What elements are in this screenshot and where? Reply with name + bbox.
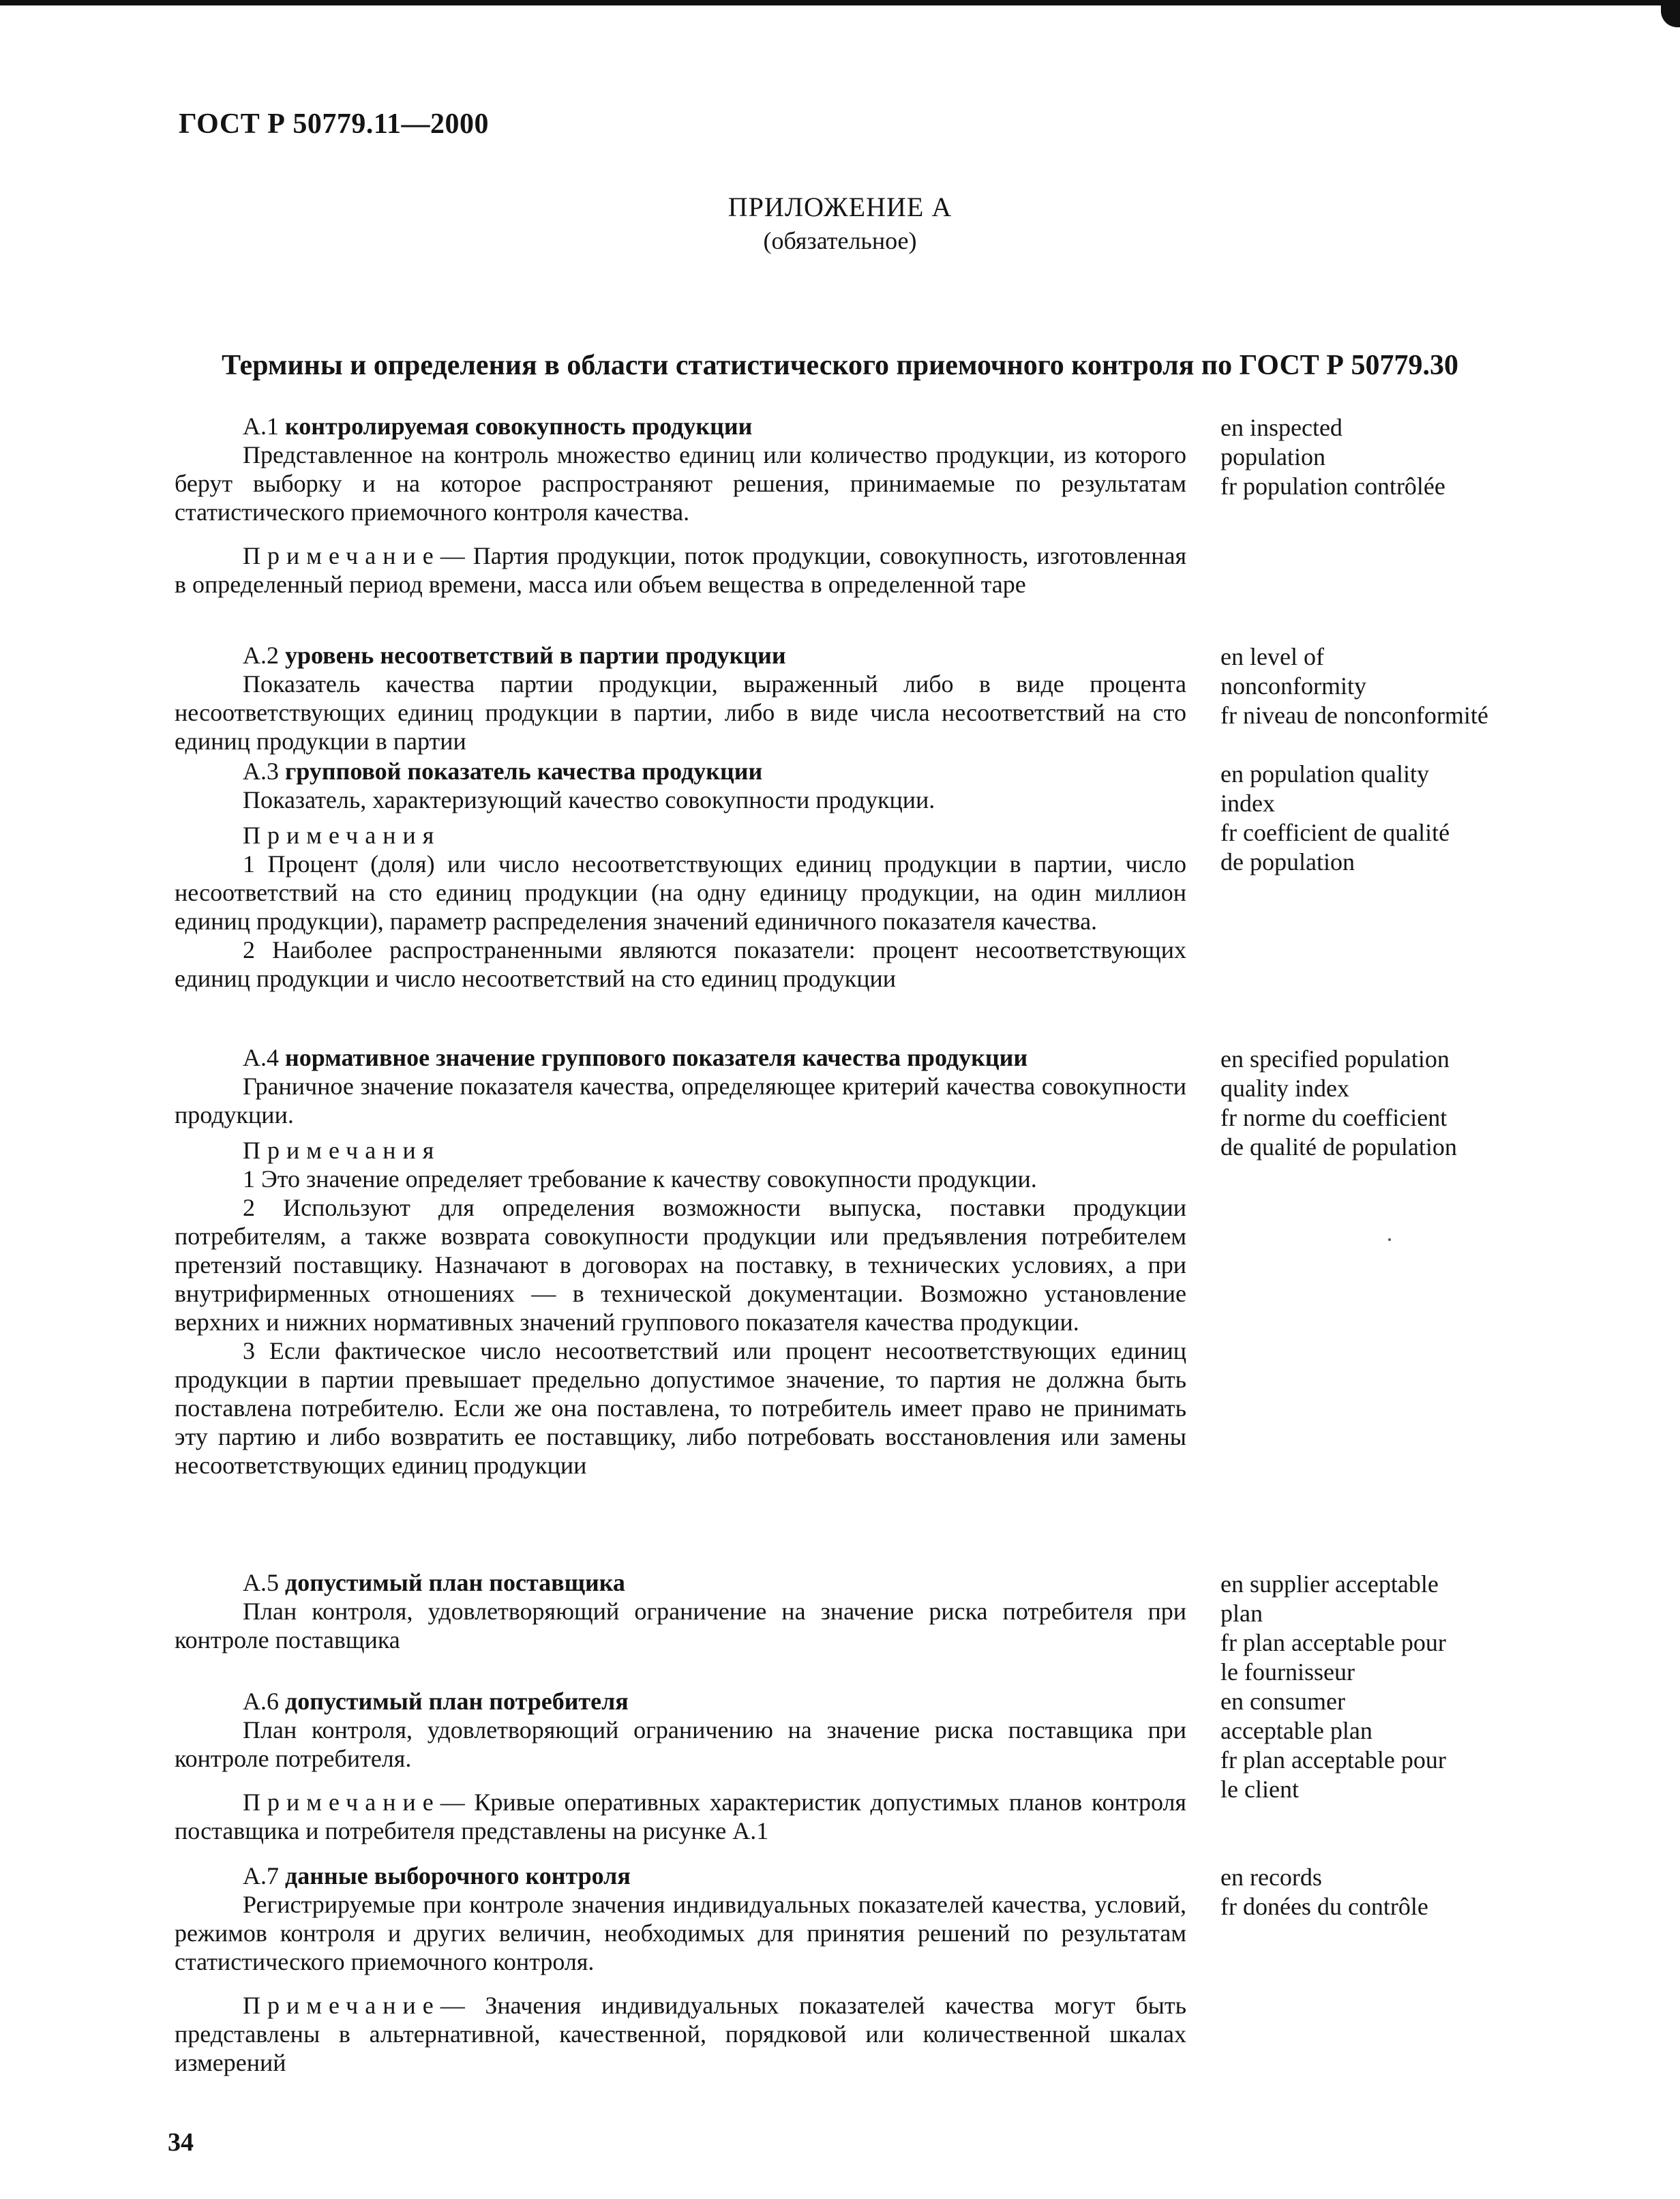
term-title (175, 1568, 1186, 1597)
term-name: уровень несоответствий в партии продукции (285, 642, 786, 669)
translation-line: fr coefficient de qualité (1220, 819, 1450, 846)
translation-line: en level of (1220, 643, 1324, 670)
note-label: Примечание (243, 1789, 440, 1816)
section-title: Термины и определения в области статистического приемочного контроля по ГОСТ Р 50779.30 (222, 350, 1458, 381)
term-a6-translations (1220, 1687, 1602, 1804)
term-definition: Регистрируемые при контроле значения индивидуальных показателей качества, условий, режимов контроля и других величин, необходимых для принятия решений по результатам статистического приемочного контроля. (175, 1891, 1186, 1975)
term-title (175, 412, 1186, 440)
translation-line: de qualité de population (1220, 1133, 1457, 1161)
term-note: 1 Это значение определяет требование к качеству совокупности продукции. (243, 1165, 1037, 1193)
term-note (175, 1991, 1186, 2077)
translation-line: index (1220, 790, 1275, 817)
notes-label: Примечания (243, 1137, 441, 1164)
translation-line: en records (1220, 1864, 1322, 1891)
translation-line: fr population contrôlée (1220, 473, 1445, 500)
term-note: 2 Используют для определения возможности выпуска, поставки продукции потребителям, а также возврата совокупности продукции или предъявления потребителем претензий поставщику. Назначают в договорах на поставку, в технических условиях, а при внутрифирменных отношениях — в технической документации. Возможно установление верхних и нижних нормативных значений группового показателя качества продукции. (175, 1194, 1186, 1336)
page-number: 34 (168, 2128, 194, 2157)
term-number: А.7 (243, 1862, 279, 1889)
term-name: нормативное значение группового показателя качества продукции (285, 1044, 1028, 1071)
appendix-title: ПРИЛОЖЕНИЕ А (728, 192, 952, 222)
term-a5-translations (1220, 1570, 1602, 1687)
term-number: А.5 (243, 1569, 279, 1596)
note-text: — Партия продукции, поток продукции, совокупность, изготовленная в определенный период времени, масса или объем вещества в определенной таре (175, 542, 1186, 598)
note-label: Примечание (243, 542, 440, 569)
term-definition: Показатель, характеризующий качество совокупности продукции. (243, 786, 935, 813)
translation-line: en consumer (1220, 1688, 1345, 1715)
term-title (175, 1687, 1186, 1716)
term-title (175, 641, 1186, 670)
notes-label: Примечания (243, 822, 441, 849)
term-title (175, 1043, 1186, 1072)
translation-line: fr plan acceptable pour (1220, 1746, 1446, 1774)
term-a1-translations (1220, 413, 1602, 501)
term-a5 (175, 1568, 1186, 1654)
translation-line: en inspected (1220, 414, 1342, 441)
scan-border (0, 0, 1680, 5)
term-name: допустимый план поставщика (285, 1569, 625, 1596)
term-definition: План контроля, удовлетворяющий ограничению на значение риска поставщика при контроле потребителя. (175, 1716, 1186, 1772)
term-number: А.1 (243, 413, 279, 440)
translation-line: acceptable plan (1220, 1717, 1372, 1744)
note-label: Примечание (243, 1992, 440, 2019)
translation-line: en specified population (1220, 1045, 1450, 1073)
term-a2 (175, 641, 1186, 756)
term-a3 (175, 757, 1186, 993)
term-a7-translations (1220, 1863, 1602, 1921)
translation-line: quality index (1220, 1075, 1349, 1102)
translation-line: le fournisseur (1220, 1658, 1355, 1686)
translation-line: fr niveau de nonconformité (1220, 702, 1488, 729)
term-definition: План контроля, удовлетворяющий ограничение на значение риска потребителя при контроле поставщика (175, 1598, 1186, 1654)
term-name: контролируемая совокупность продукции (285, 413, 753, 440)
term-title (175, 757, 1186, 786)
term-note: 3 Если фактическое число несоответствий или процент несоответствующих единиц продукции в партии превышает предельно допустимое значение, то партия не должна быть поставлена потребителю. Если же она поставлена, то потребитель имеет право не принимать эту партию и либо возвратить ее поставщику, либо потребовать восстановления или замены несоответствующих единиц продукции (175, 1337, 1186, 1479)
term-note (175, 1788, 1186, 1845)
translation-line: de population (1220, 848, 1355, 876)
translation-line: le client (1220, 1776, 1299, 1803)
term-a3-translations (1220, 760, 1602, 877)
note-text: — Значения индивидуальных показателей качества могут быть представлены в альтернативной, качественной, порядковой или количественной шкалах измерений (175, 1992, 1186, 2076)
term-title (175, 1861, 1186, 1890)
term-a1 (175, 412, 1186, 599)
translation-line: nonconformity (1220, 672, 1366, 700)
term-name: допустимый план потребителя (285, 1688, 629, 1715)
term-note: 2 Наиболее распространенными являются показатели: процент несоответствующих единиц продукции и число несоответствий на сто единиц продукции (175, 936, 1186, 992)
translation-line: population (1220, 443, 1325, 470)
term-a4 (175, 1043, 1186, 1480)
term-a7 (175, 1861, 1186, 2077)
translation-line: fr norme du coefficient (1220, 1104, 1448, 1131)
translation-line: fr donées du contrôle (1220, 1893, 1428, 1920)
scan-speck (1388, 1238, 1391, 1241)
scan-corner (1661, 0, 1680, 27)
document-id: ГОСТ Р 50779.11—2000 (179, 108, 490, 140)
translation-line: en supplier acceptable (1220, 1570, 1439, 1598)
term-name: данные выборочного контроля (285, 1862, 631, 1889)
term-definition: Представленное на контроль множество единиц или количество продукции, из которого берут выборку и на которое распространяют решения, принимаемые по результатам статистического приемочного контроля качества. (175, 441, 1186, 526)
translation-line: fr plan acceptable pour (1220, 1629, 1446, 1656)
term-note (175, 541, 1186, 599)
term-number: А.2 (243, 642, 279, 669)
appendix-status: (обязательное) (763, 227, 917, 254)
term-definition: Показатель качества партии продукции, выраженный либо в виде процента несоответствующих единиц продукции в партии, либо в виде числа несоответствий на сто единиц продукции в партии (175, 670, 1186, 755)
term-a6 (175, 1687, 1186, 1845)
term-a2-translations (1220, 642, 1602, 730)
term-definition: Граничное значение показателя качества, определяющее критерий качества совокупности продукции. (175, 1073, 1186, 1128)
translation-line: en population quality (1220, 760, 1429, 788)
translation-line: plan (1220, 1600, 1263, 1627)
term-a4-translations (1220, 1045, 1602, 1162)
term-number: А.3 (243, 758, 279, 785)
note-text: — Кривые оперативных характеристик допустимых планов контроля поставщика и потребителя представлены на рисунке А.1 (175, 1789, 1186, 1844)
term-number: А.6 (243, 1688, 279, 1715)
term-name: групповой показатель качества продукции (285, 758, 763, 785)
term-note: 1 Процент (доля) или число несоответствующих единиц продукции в партии, число несоответствий на сто единиц продукции (на одну единицу продукции, на один миллион единиц продукции), параметр распределения значений единичного показателя качества. (175, 850, 1186, 935)
term-number: А.4 (243, 1044, 279, 1071)
